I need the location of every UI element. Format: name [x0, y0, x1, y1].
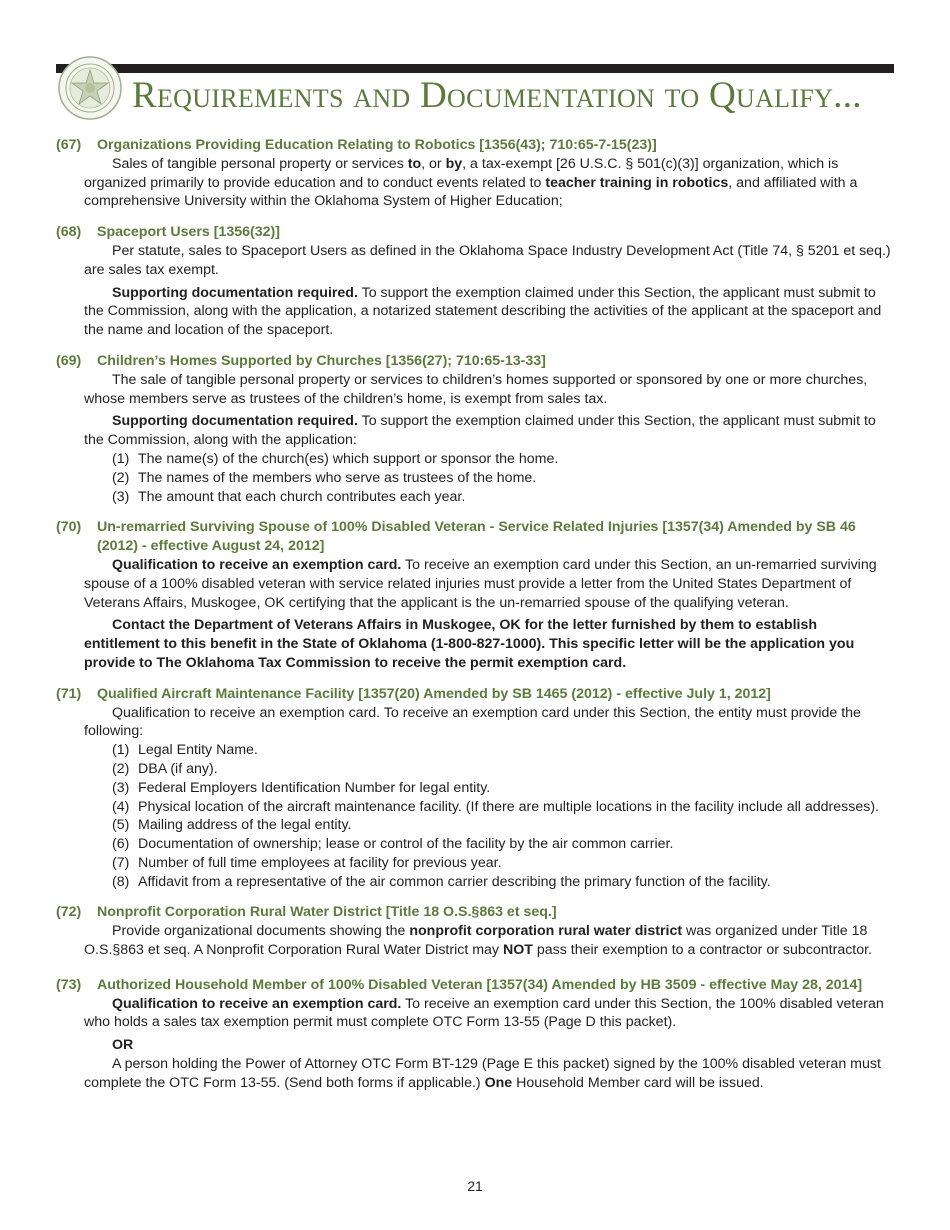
- section-title: Nonprofit Corporation Rural Water District [Title 18 O.S.§863 et seq.]: [97, 904, 557, 921]
- list-item: [112, 816, 896, 835]
- list-item: [112, 450, 896, 469]
- list-number: (1): [112, 450, 130, 467]
- list-number: (1): [112, 742, 130, 759]
- section-heading: [56, 685, 896, 704]
- section-paragraph: The sale of tangible personal property or services to children’s homes supported or sponsored by one or more churches, whose members serve as trustees of the children’s home, is exempt from sales tax.: [84, 371, 868, 407]
- page-number: 21: [467, 1178, 483, 1194]
- document-body: [56, 136, 896, 1105]
- list-number: (3): [112, 488, 130, 505]
- text-run: To receive an exemption card under this Section, an un-remarried surviving spouse of a 100% disabled veteran with service related injuries must provide a letter from the United States Department of Veterans Affairs, Muskogee, OK certifying that the applicant is the un-remarried spouse of the qualifying veteran.: [84, 556, 877, 611]
- section-71: [56, 685, 896, 892]
- text-run: Household Member card will be issued.: [512, 1074, 764, 1091]
- section-paragraph: [56, 1055, 896, 1093]
- text-run: , or: [421, 155, 446, 172]
- bold-text: Qualification to receive an exemption card.: [112, 995, 402, 1012]
- bold-text: nonprofit corporation rural water district: [409, 923, 683, 940]
- section-heading: [56, 136, 896, 155]
- section-number: (72): [56, 904, 82, 921]
- list-text: Physical location of the aircraft maintenance facility. (If there are multiple locations in the facility include all addresses).: [138, 798, 879, 815]
- section-number: (67): [56, 137, 82, 153]
- page-title: Requirements and Documentation to Qualify...: [132, 75, 862, 116]
- list-number: (2): [112, 760, 130, 777]
- bold-text: Qualification to receive an exemption card.: [112, 556, 402, 573]
- text-run: pass their exemption to a contractor or subcontractor.: [532, 942, 873, 959]
- section-title: Children’s Homes Supported by Churches [1356(27); 710:65-13-33]: [97, 352, 546, 369]
- text-run: Sales of tangible personal property or services: [112, 155, 408, 172]
- section-number: (69): [56, 352, 82, 369]
- list-number: (3): [112, 779, 130, 796]
- text-run: A person holding the Power of Attorney OTC Form BT-129 (Page E this packet) signed by the 100% disabled veteran must complete the OTC Form 13-55. (Send both forms if applicable.): [84, 1056, 881, 1091]
- bold-text: by: [445, 155, 463, 172]
- list-text: Documentation of ownership; lease or control of the facility by the air common carrier.: [138, 836, 674, 853]
- section-69: [56, 352, 896, 506]
- section-title: Qualified Aircraft Maintenance Facility [1357(20) Amended by SB 1465 (2012) - effective July 1, 2012]: [97, 685, 771, 702]
- header-rule: [56, 64, 894, 73]
- section-title: Organizations Providing Education Relating to Robotics [1356(43); 710:65-7-15(23)]: [97, 137, 657, 153]
- list-text: Legal Entity Name.: [138, 742, 258, 759]
- section-number: (73): [56, 976, 82, 993]
- section-67: [56, 136, 896, 211]
- list-number: (7): [112, 854, 130, 871]
- section-heading: [56, 903, 896, 922]
- requirements-list: [56, 450, 896, 506]
- list-text: The name(s) of the church(es) which support or sponsor the home.: [138, 450, 559, 467]
- section-heading: [56, 352, 896, 371]
- bold-text: NOT: [502, 942, 533, 959]
- text-run: , a tax-exempt [26 U.S.C. § 501(c)(3)] organization, which is organized primarily to provide education and to conduct events related to: [84, 155, 839, 191]
- section-68: [56, 223, 896, 340]
- qualification-paragraph: [56, 556, 896, 612]
- section-title: Un-remarried Surviving Spouse of 100% Disabled Veteran - Service Related Injuries [1357(34) Amended by SB 46 (2012) - effective August 24, 2012]: [97, 519, 856, 555]
- section-title: Spaceport Users [1356(32)]: [97, 224, 280, 241]
- section-heading: [56, 223, 896, 242]
- requirements-list: [56, 741, 896, 891]
- section-73: [56, 976, 896, 1093]
- list-item: [112, 760, 896, 779]
- bold-text: to: [407, 155, 422, 172]
- section-paragraph: [56, 155, 896, 211]
- text-run: To receive an exemption card under this Section, the 100% disabled veteran who holds a sales tax exemption permit must complete OTC Form 13-55 (Page D this packet).: [84, 995, 884, 1031]
- section-number: (70): [56, 519, 82, 536]
- text-run: , and affiliated with a comprehensive University within the Oklahoma System of Higher Education;: [84, 174, 858, 210]
- section-72: [56, 903, 896, 959]
- text-run: was organized under Title 18 O.S.§863 et seq. A Nonprofit Corporation Rural Water District may: [84, 923, 868, 959]
- list-item: [112, 873, 896, 892]
- qualification-paragraph: [56, 995, 896, 1033]
- section-heading: [56, 976, 896, 995]
- or-separator: OR: [112, 1037, 134, 1054]
- section-number: (71): [56, 685, 82, 702]
- list-number: (5): [112, 817, 130, 834]
- list-item: [112, 854, 896, 873]
- list-item: [112, 488, 896, 507]
- list-number: (6): [112, 836, 130, 853]
- text-run: To support the exemption claimed under this Section, the applicant must submit to the Commission, along with the application, a notarized statement describing the activities of the applicant at the spaceport and the name and location of the spaceport.: [84, 284, 882, 339]
- bold-text: Supporting documentation required.: [112, 413, 358, 430]
- bold-text: One: [484, 1074, 513, 1091]
- section-number: (68): [56, 224, 82, 241]
- state-seal-icon: [58, 56, 122, 120]
- list-item: [112, 835, 896, 854]
- list-item: [112, 779, 896, 798]
- list-text: Affidavit from a representative of the air common carrier describing the primary function of the facility.: [138, 873, 771, 890]
- list-text: Number of full time employees at facility for previous year.: [138, 854, 502, 871]
- section-70: [56, 518, 896, 672]
- list-number: (8): [112, 873, 130, 890]
- section-title: Authorized Household Member of 100% Disabled Veteran [1357(34) Amended by HB 3509 - effective May 28, 2014]: [97, 976, 863, 993]
- contact-paragraph: [56, 616, 896, 672]
- list-text: DBA (if any).: [138, 760, 218, 777]
- list-text: Mailing address of the legal entity.: [138, 817, 352, 834]
- list-item: [112, 798, 896, 817]
- list-item: [112, 741, 896, 760]
- list-number: (2): [112, 469, 130, 486]
- text-run: Provide organizational documents showing the: [112, 923, 410, 940]
- list-number: (4): [112, 798, 130, 815]
- text-run: To support the exemption claimed under this Section, the applicant must submit to the Commission, along with the application:: [84, 413, 876, 449]
- list-text: The amount that each church contributes each year.: [138, 488, 466, 505]
- supporting-documentation-paragraph: [56, 284, 896, 340]
- list-text: The names of the members who serve as trustees of the home.: [138, 469, 537, 486]
- bold-text: Contact the Department of Veterans Affairs in Muskogee, OK for the letter furnished by them to establish entitlement to this benefit in the State of Oklahoma (1-800-827-1000). This specific letter will be the application you provide to The Oklahoma Tax Commission to receive the permit exemption card.: [84, 617, 855, 671]
- bold-text: Supporting documentation required.: [112, 284, 358, 301]
- list-text: Federal Employers Identification Number for legal entity.: [138, 779, 491, 796]
- section-paragraph: Per statute, sales to Spaceport Users as defined in the Oklahoma Space Industry Development Act (Title 74, § 5201 et seq.) are sales tax exempt.: [84, 242, 891, 278]
- section-paragraph: Qualification to receive an exemption card. To receive an exemption card under this Section, the entity must provide the following:: [84, 704, 861, 740]
- bold-text: teacher training in robotics: [545, 174, 729, 191]
- section-paragraph: [56, 922, 896, 960]
- section-heading: [56, 518, 896, 556]
- supporting-documentation-paragraph: [56, 412, 896, 450]
- list-item: [112, 469, 896, 488]
